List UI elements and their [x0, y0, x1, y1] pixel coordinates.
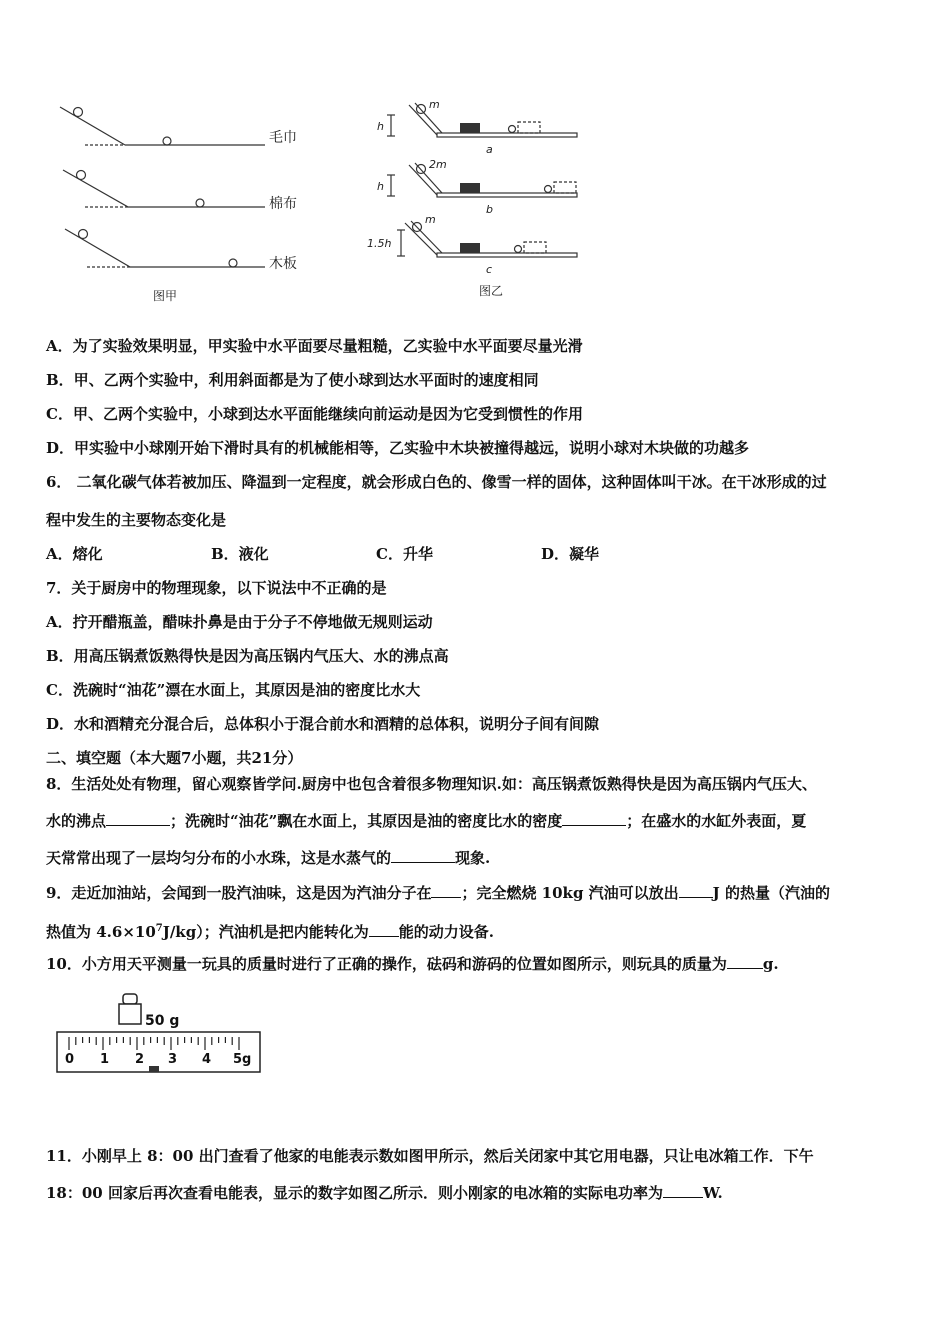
mass-label-a: m — [429, 98, 440, 111]
q10-text-a: 10．小方用天平测量一玩具的质量时进行了正确的操作，砝码和游码的位置如图所示，则玩具的质量为 — [46, 955, 727, 973]
q5-option-d: D．甲实验中小球刚开始下滑时具有的机械能相等，乙实验中木块被撞得越远，说明小球对木块做的功越多 — [46, 439, 750, 457]
height-label-c: 1.5h — [367, 237, 392, 250]
surface-label-wood: 木板 — [269, 256, 297, 272]
mass-label-c: m — [425, 213, 436, 226]
q9-text-2a: 热值为 4.6×10 — [46, 923, 156, 941]
figure-balance — [55, 988, 265, 1078]
q7-option-c: C．洗碗时“油花”漂在水面上，其原因是油的密度比水大 — [46, 681, 421, 699]
q5-option-a: A．为了实验效果明显，甲实验中水平面要尽量粗糙，乙实验中水平面要尽量光滑 — [46, 337, 583, 355]
q11-line2 — [46, 1183, 723, 1203]
q7-option-b: B．用高压锅煮饭熟得快是因为高压锅内气压大、水的沸点高 — [46, 647, 449, 665]
figure-jia-caption: 图甲 — [153, 289, 178, 303]
scale-tick-4: 4 — [202, 1052, 212, 1067]
q7-option-a: A．拧开醋瓶盖，醋味扑鼻是由于分子不停地做无规则运动 — [46, 613, 433, 631]
q8-line1: 8．生活处处有物理，留心观察皆学问.厨房中也包含着很多物理知识.如：高压锅煮饭熟得快是因为高压锅内气压大、 — [46, 775, 817, 793]
q6-option-c: C．升华 — [376, 545, 433, 563]
height-label-b: h — [377, 180, 384, 193]
q9-blank-3[interactable] — [369, 922, 399, 937]
q8-text-3b: 现象. — [455, 849, 491, 867]
q7-stem: 7．关于厨房中的物理现象，以下说法中不正确的是 — [46, 579, 387, 597]
q9-line1 — [46, 883, 830, 903]
q9-blank-1[interactable] — [431, 883, 461, 898]
q5-option-c: C．甲、乙两个实验中，小球到达水平面能继续向前运动是因为它受到惯性的作用 — [46, 405, 583, 423]
figure-yi — [365, 95, 590, 305]
q9-exponent: 7 — [155, 923, 163, 934]
q9-text-2c: 能的动力设备. — [398, 923, 494, 941]
scale-tick-5: 5g — [233, 1052, 252, 1067]
q8-text-2c: ；在盛水的水缸外表面，夏 — [626, 812, 807, 830]
q9-text-2b: J/kg）；汽油机是把内能转化为 — [162, 923, 369, 941]
q8-blank-3[interactable] — [391, 848, 455, 863]
q10-blank[interactable] — [727, 954, 763, 969]
q7-option-d: D．水和酒精充分混合后，总体积小于混合前水和酒精的总体积，说明分子间有间隙 — [46, 715, 600, 733]
q10-stem — [46, 954, 779, 974]
scale-tick-1: 1 — [100, 1052, 110, 1067]
mass-label-b: 2m — [429, 158, 447, 171]
q8-text-2b: ；洗碗时“油花”飘在水面上，其原因是油的密度比水的密度 — [170, 812, 563, 830]
q8-blank-2[interactable] — [562, 811, 626, 826]
surface-label-cotton: 棉布 — [269, 196, 297, 212]
q6-stem-line2: 程中发生的主要物态变化是 — [46, 511, 227, 529]
section-heading: 二、填空题（本大题7小题，共21分） — [46, 749, 303, 767]
q9-line2 — [46, 919, 494, 942]
q8-text-3a: 天常常出现了一层均匀分布的小水珠，这是水蒸气的 — [46, 849, 392, 867]
q11-text-2b: W. — [702, 1184, 723, 1202]
q9-blank-2[interactable] — [679, 883, 713, 898]
q6-option-b: B．液化 — [211, 545, 269, 563]
q11-blank[interactable] — [663, 1183, 703, 1198]
q11-line1: 11．小刚早上 8：00 出门查看了他家的电能表示数如图甲所示，然后关闭家中其它用电器，只让电冰箱工作．下午 — [46, 1147, 814, 1165]
q11-text-2a: 18：00 回家后再次查看电能表，显示的数字如图乙所示．则小刚家的电冰箱的实际电功率为 — [46, 1184, 663, 1202]
q8-line3 — [46, 848, 490, 868]
q8-text-2a: 水的沸点 — [46, 812, 107, 830]
weight-label: 50 g — [145, 1013, 180, 1029]
q6-stem-line1: 6． 二氧化碳气体若被加压、降温到一定程度，就会形成白色的、像雪一样的固体，这种固体叫干冰。在干冰形成的过 — [46, 473, 827, 491]
scale-tick-2: 2 — [135, 1052, 145, 1067]
q6-option-d: D．凝华 — [541, 545, 600, 563]
scale-tick-0: 0 — [65, 1052, 75, 1067]
q8-line2 — [46, 811, 806, 831]
q5-option-b: B．甲、乙两个实验中，利用斜面都是为了使小球到达水平面时的速度相同 — [46, 371, 539, 389]
q9-text-1c: J 的热量（汽油的 — [712, 884, 830, 902]
q10-text-b: g. — [762, 955, 779, 973]
q8-blank-1[interactable] — [106, 811, 170, 826]
row-label-c: c — [486, 263, 493, 276]
figure-jia — [55, 95, 325, 310]
surface-label-towel: 毛巾 — [269, 130, 297, 146]
row-label-a: a — [486, 143, 493, 156]
q9-text-1b: ；完全燃烧 10kg 汽油可以放出 — [461, 884, 679, 902]
scale-tick-3: 3 — [168, 1052, 178, 1067]
q6-option-a: A．熔化 — [46, 545, 103, 563]
row-label-b: b — [486, 203, 493, 216]
height-label-a: h — [377, 120, 384, 133]
figure-yi-caption: 图乙 — [479, 284, 504, 298]
q9-text-1a: 9．走近加油站，会闻到一股汽油味，这是因为汽油分子在 — [46, 884, 432, 902]
